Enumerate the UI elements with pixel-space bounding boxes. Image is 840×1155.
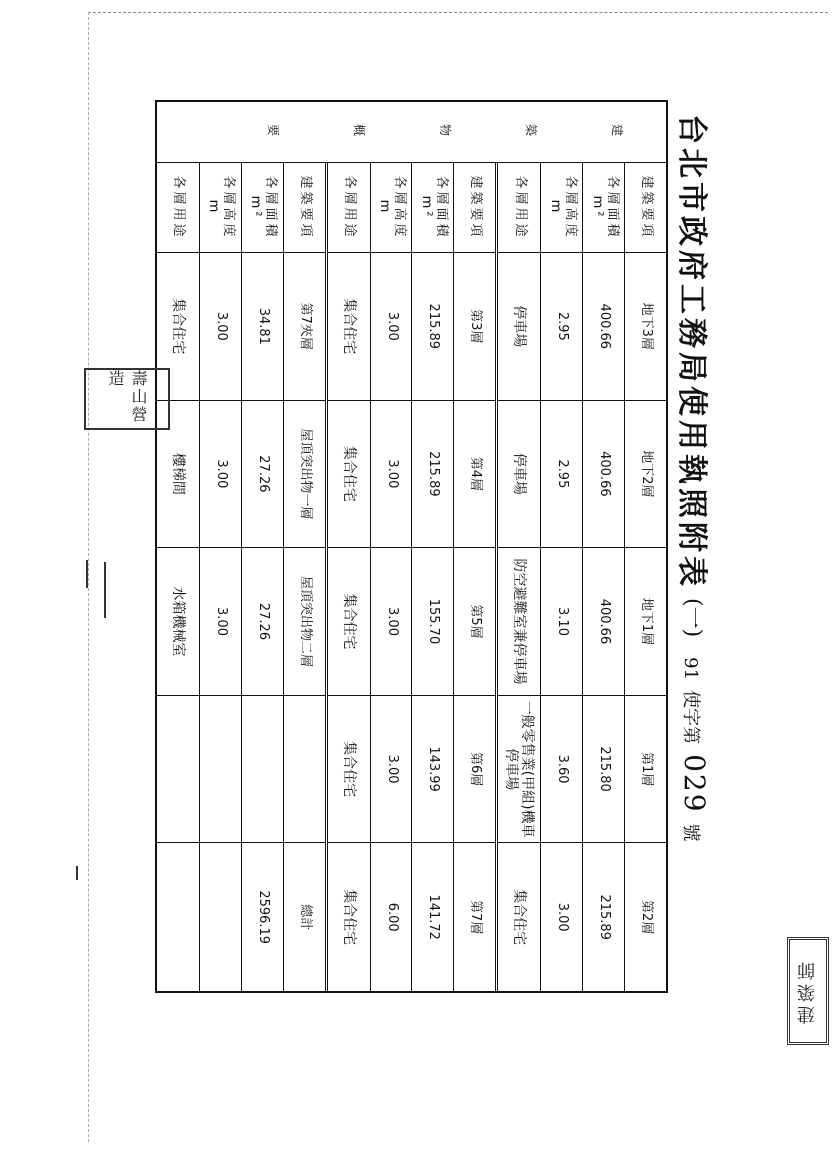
company-seal: 壽山營造 <box>106 370 148 424</box>
table-cell-use: 水箱機械室 <box>157 548 199 696</box>
scan-edge-left <box>88 12 89 1142</box>
row-label: 各層高度 m <box>370 163 412 253</box>
table-cell-floor: 第7夾層 <box>283 253 325 401</box>
architect-seal: 建築師 <box>797 958 818 1024</box>
table-cell-area: 27.26 <box>241 548 283 696</box>
table-cell-area: 215.89 <box>412 253 454 401</box>
table-cell-floor <box>283 696 325 844</box>
permit-year: 91 <box>680 657 702 681</box>
table-cell-height: 3.00 <box>199 548 241 696</box>
table-cell-height: 3.00 <box>199 253 241 401</box>
table-cell-area: 143.99 <box>412 696 454 844</box>
document-title-number: (一) <box>680 598 706 638</box>
table-cell-area: 2596.19 <box>241 843 283 991</box>
table-cell-height: 3.00 <box>370 696 412 844</box>
table-blocks <box>157 163 666 991</box>
row-label: 各層用途 <box>498 163 540 253</box>
table-cell-use: 一般零售業(甲組)機車停車場 <box>498 696 540 844</box>
table-cell-floor: 屋頂突出物二層 <box>283 548 325 696</box>
scan-mark <box>76 866 78 880</box>
architect-seal-stamp <box>787 937 829 1045</box>
table-cell-area: 34.81 <box>241 253 283 401</box>
table-cell-use <box>157 696 199 844</box>
table-cell-height <box>199 843 241 991</box>
row-label: 各層面積m² <box>412 163 454 253</box>
side-label-char: 物 <box>438 124 452 137</box>
table-cell-floor: 地下1層 <box>624 548 666 696</box>
table-cell-use: 集合住宅 <box>340 889 357 946</box>
table-cell-floor: 地下3層 <box>624 253 666 401</box>
row-label: 各層高度 m <box>540 163 582 253</box>
table-cell-use: 集合住宅 <box>328 548 370 696</box>
table-cell-use: 集合住宅 <box>328 253 370 401</box>
row-label: 建築要項 <box>624 163 666 253</box>
scan-mark <box>86 560 88 588</box>
table-cell-area: 141.72 <box>412 843 454 991</box>
table-cell-use <box>157 843 199 991</box>
table-cell-use: 集合住宅 <box>511 889 528 946</box>
building-summary-table <box>155 100 668 993</box>
table-cell-height: 3.00 <box>540 843 582 991</box>
table-cell-height: 2.95 <box>540 253 582 401</box>
row-label: 各層用途 <box>157 163 199 253</box>
table-cell-floor: 第5層 <box>453 548 495 696</box>
table-cell-area: 400.66 <box>582 401 624 549</box>
table-cell-area: 215.89 <box>412 401 454 549</box>
row-label: 各層用途 <box>328 163 370 253</box>
table-cell-area: 27.26 <box>241 401 283 549</box>
row-label: 各層高度 m <box>199 163 241 253</box>
row-label: 各層面積m² <box>241 163 283 253</box>
table-cell-floor: 總計 <box>283 843 325 991</box>
table-cell-use: 停車場 <box>498 401 540 549</box>
table-cell-floor: 屋頂突出物一層 <box>283 401 325 549</box>
table-cell-height: 3.00 <box>370 548 412 696</box>
document-title-bar <box>670 100 720 993</box>
table-cell-area <box>241 696 283 844</box>
table-cell-height: 3.00 <box>370 401 412 549</box>
scan-edge-top <box>88 12 828 13</box>
table-cell-floor: 第7層 <box>453 843 495 991</box>
table-cell-floor: 地下2層 <box>624 401 666 549</box>
table-cell-height: 3.60 <box>540 696 582 844</box>
table-cell-area: 400.66 <box>582 548 624 696</box>
table-cell-use: 集合住宅 <box>328 696 370 844</box>
table-cell-floor: 第1層 <box>624 696 666 844</box>
permit-number: 029 <box>678 754 712 814</box>
table-cell-height: 3.00 <box>199 401 241 549</box>
table-cell-area: 155.70 <box>412 548 454 696</box>
scan-mark <box>104 562 106 618</box>
table-block <box>495 163 666 991</box>
company-seal-stamp <box>84 368 170 430</box>
row-label: 建築要項 <box>453 163 495 253</box>
table-cell-height: 3.00 <box>370 253 412 401</box>
document-title: 台北市政府工務局使用執照附表 <box>674 114 709 590</box>
table-cell-height: 3.10 <box>540 548 582 696</box>
table-cell-use: 樓梯間 <box>157 401 199 549</box>
table-cell-floor: 第3層 <box>453 253 495 401</box>
side-label-char: 建 <box>610 124 624 137</box>
table-cell-area: 400.66 <box>582 253 624 401</box>
side-label-char: 築 <box>524 124 538 137</box>
table-block <box>325 163 496 991</box>
table-block <box>157 163 325 991</box>
table-cell-height <box>199 696 241 844</box>
row-label: 建築要項 <box>283 163 325 253</box>
table-cell-use: 防空避難室兼停車場 <box>498 548 540 696</box>
side-label-column <box>157 102 666 163</box>
table-cell-use: 集合住宅 <box>328 401 370 549</box>
side-label-char: 概 <box>352 124 366 137</box>
permit-reference <box>679 657 712 841</box>
permit-attachment-document <box>155 100 720 993</box>
table-cell-height: 2.95 <box>540 401 582 549</box>
side-label-char: 要 <box>266 124 280 137</box>
table-cell-height: 6.00 <box>370 843 412 991</box>
table-cell-floor: 第2層 <box>624 843 666 991</box>
table-cell-floor: 第4層 <box>453 401 495 549</box>
table-cell-use: 停車場 <box>498 253 540 401</box>
table-cell-area: 215.80 <box>582 696 624 844</box>
table-cell-use: 集合住宅 <box>157 253 199 401</box>
table-cell-area: 215.89 <box>582 843 624 991</box>
permit-prefix: 使字第 <box>680 690 702 745</box>
row-label: 各層面積m² <box>582 163 624 253</box>
table-cell-floor: 第6層 <box>453 696 495 844</box>
permit-suffix: 號 <box>680 823 702 842</box>
